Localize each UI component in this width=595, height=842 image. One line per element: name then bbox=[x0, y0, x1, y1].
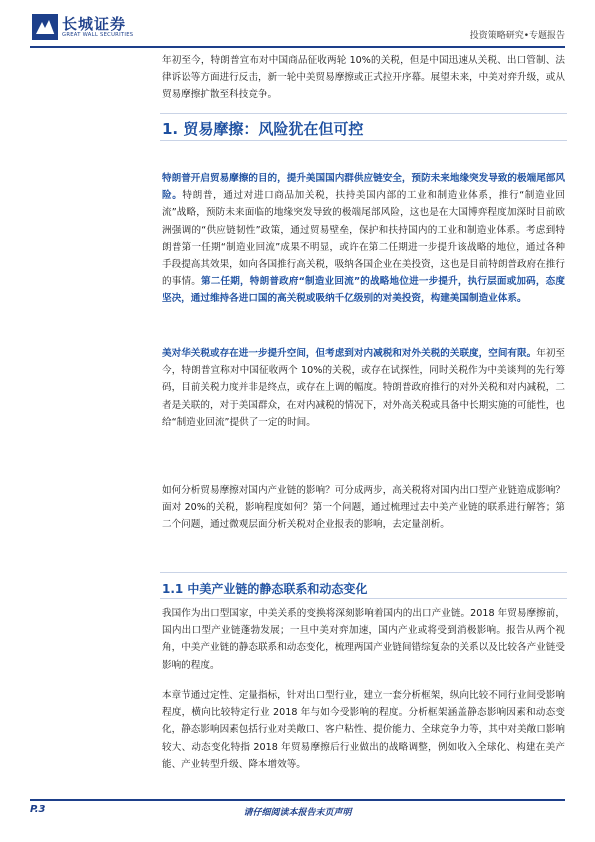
paragraph-export-country-block bbox=[162, 605, 565, 674]
paragraph-framework: 本章节通过定性、定量指标，针对出口型行业，建立一套分析框架，纵向比较不同行业间受影响程度，横向比较特定行业 2018 年与如今受影响的程度。分析框架涵盖静态影响因素和动态变化，静态影响因素包括行业对美敞口、客户粘性、提价能力、全球竞争力等，其中对美敞口影响较大、动态变化特指 2018 年贸易摩擦后行业做出的战略调整，例如收入全球化、构建在美产能、产业转型升级、降本增效等。 bbox=[162, 690, 565, 770]
paragraph-analysis-method: 如何分析贸易摩擦对国内产业链的影响？可分成两步，高关税将对国内出口型产业链造成影响？面对 20%的关税，影响程度如何？第一个问题，通过梳理过去中美产业链的联系进行解答；第二个问题，通过微观层面分析关税对企业报表的影响，去定量剖析。 bbox=[162, 485, 565, 531]
intro-paragraph: 年初至今，特朗普宣布对中国商品征收两轮 10%的关税，但是中国迅速从关税、出口管制、法律诉讼等方面进行反击，新一轮中美贸易摩擦或正式拉开序幕。展望未来，中美对弈升级，或从贸易摩擦扩散至科技竞争。 bbox=[162, 55, 565, 101]
subsection-rule-top bbox=[160, 572, 567, 573]
logo-english-name: GREAT WALL SECURITIES bbox=[62, 32, 134, 38]
section-1-title: 1. 贸易摩擦：风险犹在但可控 bbox=[162, 120, 364, 138]
paragraph-analysis-method-block bbox=[162, 482, 565, 534]
company-logo bbox=[30, 12, 160, 44]
paragraph-body-text: 特朗普，通过对进口商品加关税，扶持美国内部的工业和制造业体系，推行“制造业回流”战略，预防未来面临的地缘突发导致的极端尾部风险，这也是在大国博弈程度加深时目前欧洲强调的“供应链韧性”政策，通过贸易壁垒，保护和扶持国内的工业和制造业体系。考虑到特朗普第一任期“制造业回流”成果不明显，或许在第二任期进一步提升该战略的地位，通过各种手段提高其效果，如向各国推行高关税，吸纳各国企业在美投资，这也是目前特朗普政府在推行的事情。 bbox=[162, 190, 565, 288]
paragraph-export-country: 我国作为出口型国家，中美关系的变换将深刻影响着国内的出口产业链。2018 年贸易摩擦前，国内出口型产业链蓬勃发展；一旦中美对弈加速，国内产业或将受到消极影响。报告从两个视角，中美产业链的静态联系和动态变化，梳理两国产业链间错综复杂的关系以及比较各产业链受影响的程度。 bbox=[162, 608, 565, 671]
paragraph-trade-goal bbox=[162, 170, 565, 308]
page-header bbox=[30, 12, 565, 44]
paragraph-lead-emphasis: 美对华关税或存在进一步提升空间，但考虑到对内减税和对外关税的关联度，空间有限。 bbox=[162, 348, 537, 359]
footer-divider bbox=[30, 799, 565, 801]
paragraph-framework-block bbox=[162, 687, 565, 773]
header-divider bbox=[30, 46, 565, 48]
intro-paragraph-block bbox=[162, 52, 565, 104]
great-wall-logo-icon bbox=[32, 14, 58, 40]
paragraph-trade-goal-block bbox=[162, 170, 565, 308]
paragraph-tail-emphasis: 第二任期，特朗普政府“制造业回流”的战略地位进一步提升，执行层面或加码，态度坚决，通过维持各进口国的高关税或吸纳千亿级别的对美投资，构建美国制造业体系。 bbox=[162, 276, 565, 305]
paragraph-lead-emphasis: 特朗普开启贸易摩擦的目的，提升美国国内群供应链安全，预防未来地缘突发导致的极端尾部风险。 bbox=[162, 173, 565, 202]
logo-chinese-name: 长城证券 bbox=[62, 15, 127, 33]
subsection-rule-bottom bbox=[160, 598, 567, 599]
report-type-label: 投资策略研究•专题报告 bbox=[469, 31, 565, 41]
footer-disclaimer: 请仔细阅读本报告末页声明 bbox=[243, 808, 352, 818]
paragraph-body-text: 年初至今，特朗普宣称对中国征收两个 10%的关税，或存在试探性，同时关税作为中美谈判的先行筹码，目前关税力度并非是终点，或存在上调的幅度。特朗普政府推行的对外关税和对内减税，二者是关联的，对于美国群众，在对内减税的情况下，对外高关税或具备中长期实施的可能性，也给“制造业回流”提供了一定的时间。 bbox=[162, 348, 566, 428]
paragraph-tariff-space-block bbox=[162, 345, 565, 431]
page-number: P.3 bbox=[30, 804, 46, 815]
section-1-1-title: 1.1 中美产业链的静态联系和动态变化 bbox=[162, 582, 368, 596]
section-rule-top bbox=[160, 113, 567, 114]
paragraph-tariff-space bbox=[162, 345, 565, 431]
section-rule-bottom bbox=[160, 140, 567, 141]
